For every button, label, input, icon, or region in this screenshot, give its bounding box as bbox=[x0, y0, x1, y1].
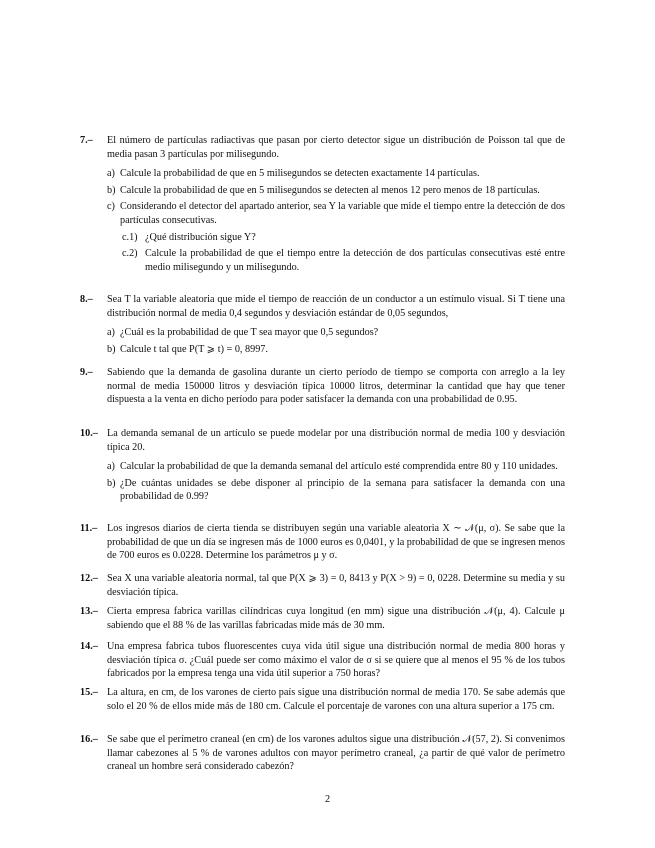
list-item: a) ¿Cuál es la probabilidad de que T sea mayor que 0,5 segundos? bbox=[107, 327, 379, 339]
problem-number: 9.– bbox=[80, 367, 93, 378]
list-item: b) Calcule t tal que P(T ⩾ t) = 0, 8997. bbox=[107, 343, 268, 355]
problem-number: 14.– bbox=[80, 641, 98, 652]
list-item: b) ¿De cuántas unidades se debe disponer al principio de la semana para satisfacer la demanda con una probabilidad de 0.99? bbox=[107, 477, 565, 503]
problem-number: 10.– bbox=[80, 428, 98, 439]
problem-11 bbox=[80, 522, 565, 563]
problem-7 bbox=[80, 134, 565, 274]
problem-9 bbox=[80, 366, 565, 407]
problem-8 bbox=[80, 293, 565, 356]
list-item: c) Considerando el detector del apartado anterior, sea Y la variable que mide el tiempo entre la detección de dos partículas consecutivas. bbox=[107, 201, 565, 226]
problem-15 bbox=[80, 686, 565, 713]
list-item: a) Calcular la probabilidad de que la demanda semanal del artículo esté comprendida entre 80 y 110 unidades. bbox=[107, 461, 558, 473]
problem-text: La demanda semanal de un artículo se puede modelar por una distribución normal de media 100 y desviación típica 20. bbox=[107, 428, 565, 453]
problem-number: 11.– bbox=[80, 523, 98, 534]
problem-number: 8.– bbox=[80, 294, 93, 305]
problem-text: Los ingresos diarios de cierta tienda se distribuyen según una variable aleatoria X ∼ 𝒩(μ, σ). Se sabe que la probabilidad de que un día se ingresen más de 1000 euros es 0,0401, y la probabilidad de que se ingresen menos de 700 euros es 0.0228. Determine los parámetros μ y σ. bbox=[107, 523, 565, 562]
problem-10 bbox=[80, 427, 565, 504]
problem-text: El número de partículas radiactivas que pasan por cierto detector sigue un distribución de Poisson tal que de media pasan 3 partículas por milisegundo. bbox=[107, 135, 565, 160]
list-item: a) Calcule la probabilidad de que en 5 milisegundos se detecten exactamente 14 partículas. bbox=[107, 168, 480, 180]
problem-number: 13.– bbox=[80, 606, 98, 617]
page-number: 2 bbox=[324, 794, 331, 805]
problem-number: 12.– bbox=[80, 573, 98, 584]
sub-item: c.2) Calcule la probabilidad de que el tiempo entre la detección de dos partículas consecutivas esté entre medio milisegundo y un milisegundo. bbox=[122, 248, 565, 273]
problem-number: 7.– bbox=[80, 135, 93, 146]
problem-text: Una empresa fabrica tubos fluorescentes cuya vida útil sigue una distribución normal de media 800 horas y desviación típica σ. ¿Cuál puede ser como máximo el valor de σ si se quiere que al menos el 95 % de los tubos fabricados por la empresa tenga una vida útil superior a 750 horas? bbox=[107, 641, 565, 680]
problem-12 bbox=[80, 572, 565, 599]
problem-number: 15.– bbox=[80, 687, 98, 698]
problem-text: Se sabe que el perímetro craneal (en cm) de los varones adultos sigue una distribución 𝒩(57, 2). Si convenimos llamar cabezones al 5 % de varones adultos con mayor perímetro craneal, ¿a partir de qué valor de perímetro craneal un hombre será considerado cabezón? bbox=[107, 734, 565, 773]
problem-text: La altura, en cm, de los varones de cierto país sigue una distribución normal de media 170. Se sabe además que solo el 20 % de ellos mide más de 180 cm. Calcule el porcentaje de varones con una altura superior a 175 cm. bbox=[107, 687, 565, 712]
list-item: b) Calcule la probabilidad de que en 5 milisegundos se detecten al menos 12 pero menos de 18 partículas. bbox=[107, 184, 540, 196]
problem-13 bbox=[80, 605, 565, 632]
problem-14 bbox=[80, 640, 565, 681]
problem-text: Sea T la variable aleatoria que mide el tiempo de reacción de un conductor a un estímulo visual. Si T tiene una distribución normal de media 0,4 segundos y desviación estándar de 0,05 segundos, bbox=[107, 294, 565, 319]
sub-item: c.1) ¿Qué distribución sigue Y? bbox=[122, 231, 256, 243]
problem-16 bbox=[80, 733, 565, 774]
problem-text: Cierta empresa fabrica varillas cilíndricas cuya longitud (en mm) sigue una distribución 𝒩(μ, 4). Calcule μ sabiendo que el 88 % de las varillas fabricadas mide más de 30 mm. bbox=[107, 606, 565, 631]
problem-text: Sabiendo que la demanda de gasolina durante un cierto período de tiempo se comporta con arreglo a la ley normal de media 150000 litros y desviación típica 10000 litros, determinar la cantidad que hay que tener dispuesta a la venta en dicho período para poder satisfacer la demanda con una probabilidad de 0.95. bbox=[107, 367, 565, 406]
problem-text: Sea X una variable aleatoria normal, tal que P(X ⩾ 3) = 0, 8413 y P(X > 9) = 0, 0228. Determine su media y su desviación típica. bbox=[107, 573, 565, 598]
problem-number: 16.– bbox=[80, 734, 98, 745]
